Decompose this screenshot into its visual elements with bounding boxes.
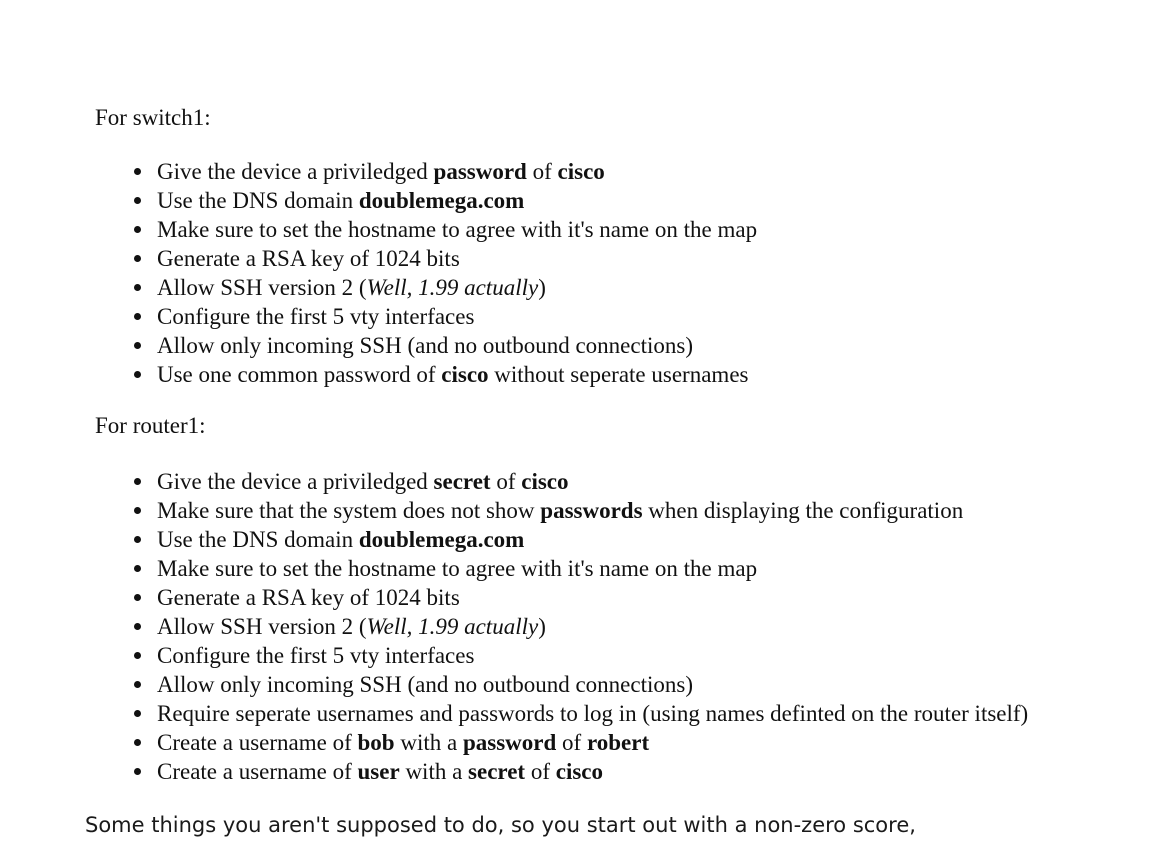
bullet-icon	[134, 284, 141, 291]
item-emphasis: secret	[468, 759, 526, 784]
bullet-icon	[134, 168, 141, 175]
item-emphasis: robert	[586, 730, 650, 755]
bullet-icon	[134, 255, 141, 262]
bullet-icon	[134, 478, 141, 485]
item-text: )	[538, 614, 546, 639]
item-emphasis: password	[433, 159, 527, 184]
bullet-icon	[134, 342, 141, 349]
switch1-task-list	[132, 157, 757, 389]
list-item	[132, 331, 757, 360]
list-item	[132, 757, 1028, 786]
bullet-icon	[134, 739, 141, 746]
bullet-icon	[134, 710, 141, 717]
list-item	[132, 699, 1028, 728]
item-italic: Well, 1.99 actually	[366, 614, 539, 639]
router1-heading: For router1:	[95, 413, 206, 438]
switch1-heading: For switch1:	[95, 105, 211, 130]
bullet-icon	[134, 226, 141, 233]
item-emphasis: doublemega.com	[358, 188, 525, 213]
bullet-icon	[134, 768, 141, 775]
bullet-icon	[134, 507, 141, 514]
item-text: without seperate usernames	[488, 362, 749, 387]
item-text: of	[556, 730, 587, 755]
item-text: Allow only incoming SSH (and no outbound connections)	[157, 672, 693, 697]
item-emphasis: user	[357, 759, 400, 784]
router1-task-list	[132, 467, 1028, 786]
bullet-icon	[134, 652, 141, 659]
item-text: Create a username of	[157, 730, 358, 755]
item-emphasis: cisco	[555, 759, 604, 784]
list-item	[132, 186, 757, 215]
bullet-icon	[134, 313, 141, 320]
item-text: of	[525, 759, 556, 784]
list-item	[132, 215, 757, 244]
bullet-icon	[134, 371, 141, 378]
item-text: Use one common password of	[157, 362, 442, 387]
list-item	[132, 554, 1028, 583]
list-item	[132, 273, 757, 302]
list-item	[132, 670, 1028, 699]
item-text: Allow SSH version 2 (	[157, 275, 367, 300]
item-emphasis: cisco	[521, 469, 569, 494]
item-text: Require seperate usernames and passwords to log in (using names definted on the router itself)	[157, 701, 1029, 726]
list-item	[132, 728, 1028, 757]
item-text: Create a username of	[157, 759, 358, 784]
bullet-icon	[134, 197, 141, 204]
list-item	[132, 302, 757, 331]
item-text: )	[538, 275, 546, 300]
item-text: of	[526, 159, 558, 184]
item-emphasis: cisco	[441, 362, 489, 387]
item-emphasis: password	[462, 730, 557, 755]
item-text: when displaying the configuration	[642, 498, 964, 523]
item-text: Make sure to set the hostname to agree with it's name on the map	[157, 556, 758, 581]
bullet-icon	[134, 536, 141, 543]
item-emphasis: secret	[433, 469, 491, 494]
list-item	[132, 641, 1028, 670]
item-emphasis: doublemega.com	[358, 527, 525, 552]
item-text: with a	[394, 730, 463, 755]
bullet-icon	[134, 681, 141, 688]
item-text: Make sure to set the hostname to agree with it's name on the map	[157, 217, 758, 242]
item-text: Make sure that the system does not show	[157, 498, 541, 523]
item-text: Give the device a priviledged	[157, 159, 434, 184]
bullet-icon	[134, 623, 141, 630]
list-item	[132, 612, 1028, 641]
item-text: Give the device a priviledged	[157, 469, 434, 494]
list-item	[132, 496, 1028, 525]
item-text: with a	[399, 759, 469, 784]
item-emphasis: passwords	[540, 498, 643, 523]
list-item	[132, 244, 757, 273]
footer-paragraph: Some things you aren't supposed to do, so you start out with a non-zero score,	[85, 813, 916, 837]
item-emphasis: cisco	[557, 159, 605, 184]
list-item	[132, 360, 757, 389]
list-item	[132, 157, 757, 186]
list-item	[132, 525, 1028, 554]
item-text: Use the DNS domain	[157, 188, 359, 213]
item-text: Configure the first 5 vty interfaces	[157, 304, 475, 329]
item-text: Generate a RSA key of 1024 bits	[157, 585, 460, 610]
item-text: of	[490, 469, 522, 494]
item-text: Generate a RSA key of 1024 bits	[157, 246, 460, 271]
bullet-icon	[134, 594, 141, 601]
list-item	[132, 583, 1028, 612]
bullet-icon	[134, 565, 141, 572]
item-text: Allow SSH version 2 (	[157, 614, 367, 639]
item-emphasis: bob	[357, 730, 395, 755]
item-italic: Well, 1.99 actually	[366, 275, 539, 300]
item-text: Allow only incoming SSH (and no outbound connections)	[157, 333, 693, 358]
list-item	[132, 467, 1028, 496]
item-text: Configure the first 5 vty interfaces	[157, 643, 475, 668]
item-text: Use the DNS domain	[157, 527, 359, 552]
